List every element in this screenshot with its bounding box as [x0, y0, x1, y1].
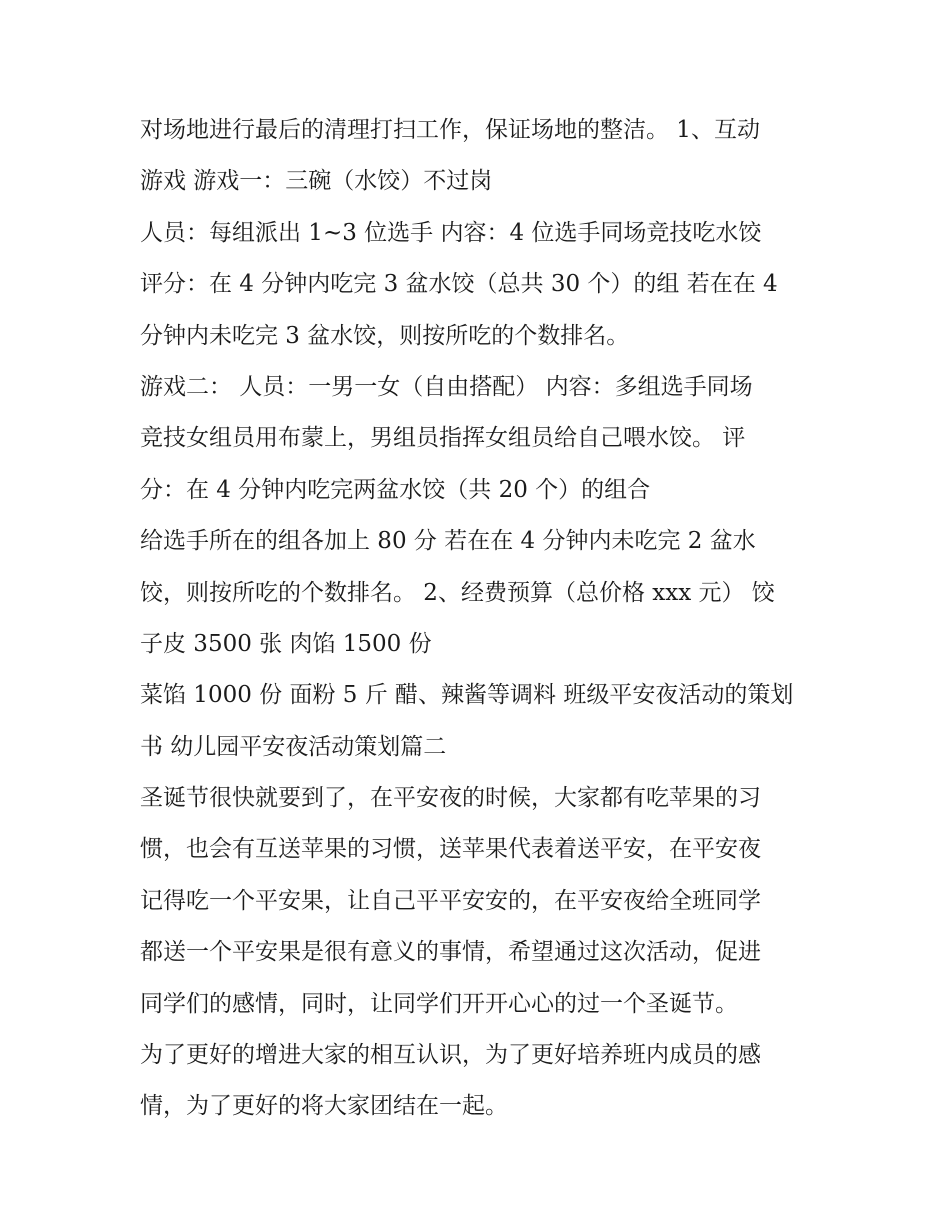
text-line: 为了更好的增进大家的相互认识，为了更好培养班内成员的感 — [140, 1042, 761, 1069]
text-line: 书 幼儿园平安夜活动策划篇二 — [140, 733, 447, 760]
document-body — [140, 105, 830, 1133]
text-line: 分钟内未吃完 3 盆水饺，则按所吃的个数排名。 — [140, 322, 630, 349]
text-line: 竞技女组员用布蒙上，男组员指挥女组员给自己喂水饺。 评 — [140, 425, 746, 452]
text-line: 都送一个平安果是很有意义的事情，希望通过这次活动，促进 — [140, 939, 761, 966]
text-line: 菜馅 1000 份 面粉 5 斤 醋、辣酱等调料 班级平安夜活动的策划 — [140, 682, 794, 709]
text-line: 惯，也会有互送苹果的习惯，送苹果代表着送平安，在平安夜 — [140, 836, 761, 863]
text-line: 分：在 4 分钟内吃完两盆水饺（共 20 个）的组合 — [140, 476, 651, 503]
text-line: 子皮 3500 张 肉馅 1500 份 — [140, 630, 432, 657]
text-line: 饺，则按所吃的个数排名。 2、经费预算（总价格 xxx 元） 饺 — [140, 579, 775, 606]
text-line: 游戏 游戏一：三碗（水饺）不过岗 — [140, 168, 493, 195]
text-line: 同学们的感情，同时，让同学们开开心心的过一个圣诞节。 — [140, 990, 738, 1017]
text-line: 圣诞节很快就要到了，在平安夜的时候，大家都有吃苹果的习 — [140, 785, 761, 812]
text-line: 游戏二： 人员：一男一女（自由搭配） 内容：多组选手同场 — [140, 373, 753, 400]
text-line: 人员：每组派出 1~3 位选手 内容：4 位选手同场竞技吃水饺 — [140, 219, 762, 246]
text-line: 评分：在 4 分钟内吃完 3 盆水饺（总共 30 个）的组 若在在 4 — [140, 271, 778, 298]
text-line: 情，为了更好的将大家团结在一起。 — [140, 1093, 508, 1120]
text-line: 对场地进行最后的清理打扫工作，保证场地的整洁。 1、互动 — [140, 117, 760, 143]
text-line: 给选手所在的组各加上 80 分 若在在 4 分钟内未吃完 2 盆水 — [140, 528, 756, 555]
text-line: 记得吃一个平安果，让自己平平安安的，在平安夜给全班同学 — [140, 887, 761, 914]
